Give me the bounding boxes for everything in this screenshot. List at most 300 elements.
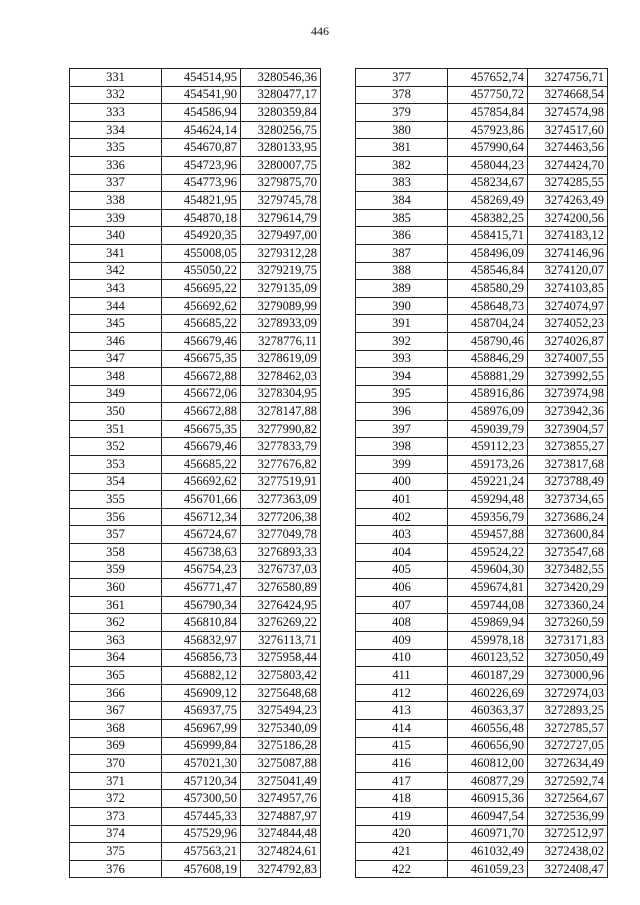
x-coordinate-cell: 455008,05 xyxy=(162,244,241,262)
x-coordinate-cell: 456672,88 xyxy=(162,368,241,386)
table-row xyxy=(70,104,321,122)
y-coordinate-cell: 3273420,29 xyxy=(528,579,608,597)
point-number-cell: 374 xyxy=(70,825,162,843)
point-number-cell: 418 xyxy=(356,790,448,808)
y-coordinate-cell: 3280133,95 xyxy=(241,139,321,157)
x-coordinate-cell: 458234,67 xyxy=(448,174,528,192)
point-number-cell: 387 xyxy=(356,244,448,262)
x-coordinate-cell: 458976,09 xyxy=(448,403,528,421)
y-coordinate-cell: 3273788,49 xyxy=(528,473,608,491)
table-row xyxy=(356,332,608,350)
y-coordinate-cell: 3278776,11 xyxy=(241,332,321,350)
x-coordinate-cell: 458044,23 xyxy=(448,156,528,174)
table-row xyxy=(356,790,608,808)
y-coordinate-cell: 3274074,97 xyxy=(528,297,608,315)
y-coordinate-cell: 3277833,79 xyxy=(241,438,321,456)
table-row xyxy=(356,684,608,702)
table-row xyxy=(70,139,321,157)
table-row xyxy=(356,755,608,773)
y-coordinate-cell: 3279219,75 xyxy=(241,262,321,280)
point-number-cell: 397 xyxy=(356,420,448,438)
y-coordinate-cell: 3273260,59 xyxy=(528,614,608,632)
y-coordinate-cell: 3274574,98 xyxy=(528,104,608,122)
table-row xyxy=(356,473,608,491)
table-row xyxy=(70,69,321,87)
point-number-cell: 371 xyxy=(70,772,162,790)
y-coordinate-cell: 3273974,98 xyxy=(528,385,608,403)
x-coordinate-cell: 457563,21 xyxy=(162,843,241,861)
point-number-cell: 334 xyxy=(70,121,162,139)
y-coordinate-cell: 3279875,70 xyxy=(241,174,321,192)
y-coordinate-cell: 3278304,95 xyxy=(241,385,321,403)
table-row xyxy=(70,121,321,139)
table-row xyxy=(70,174,321,192)
y-coordinate-cell: 3276737,03 xyxy=(241,561,321,579)
x-coordinate-cell: 458580,29 xyxy=(448,280,528,298)
point-number-cell: 386 xyxy=(356,227,448,245)
y-coordinate-cell: 3273171,83 xyxy=(528,632,608,650)
point-number-cell: 405 xyxy=(356,561,448,579)
y-coordinate-cell: 3280256,75 xyxy=(241,121,321,139)
table-row xyxy=(70,473,321,491)
table-row xyxy=(70,508,321,526)
table-row xyxy=(70,772,321,790)
y-coordinate-cell: 3279312,28 xyxy=(241,244,321,262)
y-coordinate-cell: 3274756,71 xyxy=(528,69,608,87)
point-number-cell: 378 xyxy=(356,86,448,104)
x-coordinate-cell: 459173,26 xyxy=(448,456,528,474)
x-coordinate-cell: 454624,14 xyxy=(162,121,241,139)
point-number-cell: 342 xyxy=(70,262,162,280)
table-row xyxy=(70,790,321,808)
x-coordinate-cell: 458382,25 xyxy=(448,209,528,227)
point-number-cell: 385 xyxy=(356,209,448,227)
point-number-cell: 332 xyxy=(70,86,162,104)
table-row xyxy=(356,491,608,509)
table-row xyxy=(356,104,608,122)
y-coordinate-cell: 3280546,36 xyxy=(241,69,321,87)
point-number-cell: 419 xyxy=(356,807,448,825)
y-coordinate-cell: 3274120,07 xyxy=(528,262,608,280)
point-number-cell: 372 xyxy=(70,790,162,808)
x-coordinate-cell: 457652,74 xyxy=(448,69,528,87)
table-row xyxy=(356,174,608,192)
point-number-cell: 343 xyxy=(70,280,162,298)
point-number-cell: 409 xyxy=(356,632,448,650)
table-row xyxy=(356,843,608,861)
table-row xyxy=(70,192,321,210)
point-number-cell: 351 xyxy=(70,420,162,438)
x-coordinate-cell: 460226,69 xyxy=(448,684,528,702)
table-row xyxy=(70,420,321,438)
point-number-cell: 364 xyxy=(70,649,162,667)
x-coordinate-cell: 459221,24 xyxy=(448,473,528,491)
table-row xyxy=(70,350,321,368)
table-row xyxy=(356,632,608,650)
x-coordinate-cell: 456790,34 xyxy=(162,596,241,614)
y-coordinate-cell: 3272512,97 xyxy=(528,825,608,843)
table-row xyxy=(70,860,321,878)
point-number-cell: 361 xyxy=(70,596,162,614)
x-coordinate-cell: 456692,62 xyxy=(162,297,241,315)
x-coordinate-cell: 456754,23 xyxy=(162,561,241,579)
y-coordinate-cell: 3273600,84 xyxy=(528,526,608,544)
point-number-cell: 335 xyxy=(70,139,162,157)
y-coordinate-cell: 3275340,09 xyxy=(241,719,321,737)
table-row xyxy=(70,684,321,702)
x-coordinate-cell: 461059,23 xyxy=(448,860,528,878)
x-coordinate-cell: 456675,35 xyxy=(162,350,241,368)
table-row xyxy=(356,807,608,825)
x-coordinate-cell: 457021,30 xyxy=(162,755,241,773)
x-coordinate-cell: 460947,54 xyxy=(448,807,528,825)
x-coordinate-cell: 458790,46 xyxy=(448,332,528,350)
table-row xyxy=(70,825,321,843)
x-coordinate-cell: 460915,36 xyxy=(448,790,528,808)
table-row xyxy=(356,156,608,174)
point-number-cell: 344 xyxy=(70,297,162,315)
table-row xyxy=(70,755,321,773)
point-number-cell: 407 xyxy=(356,596,448,614)
point-number-cell: 398 xyxy=(356,438,448,456)
x-coordinate-cell: 456856,73 xyxy=(162,649,241,667)
point-number-cell: 413 xyxy=(356,702,448,720)
x-coordinate-cell: 454670,87 xyxy=(162,139,241,157)
table-row xyxy=(70,579,321,597)
table-row xyxy=(356,456,608,474)
point-number-cell: 403 xyxy=(356,526,448,544)
table-row xyxy=(70,491,321,509)
x-coordinate-cell: 458846,29 xyxy=(448,350,528,368)
point-number-cell: 406 xyxy=(356,579,448,597)
x-coordinate-cell: 456685,22 xyxy=(162,315,241,333)
x-coordinate-cell: 458269,49 xyxy=(448,192,528,210)
x-coordinate-cell: 459039,79 xyxy=(448,420,528,438)
table-row xyxy=(356,262,608,280)
x-coordinate-cell: 456679,46 xyxy=(162,332,241,350)
y-coordinate-cell: 3277049,78 xyxy=(241,526,321,544)
table-row xyxy=(70,807,321,825)
x-coordinate-cell: 460123,52 xyxy=(448,649,528,667)
y-coordinate-cell: 3278462,03 xyxy=(241,368,321,386)
page-number: 446 xyxy=(311,24,329,38)
y-coordinate-cell: 3274263,49 xyxy=(528,192,608,210)
x-coordinate-cell: 458704,24 xyxy=(448,315,528,333)
point-number-cell: 415 xyxy=(356,737,448,755)
y-coordinate-cell: 3273855,27 xyxy=(528,438,608,456)
y-coordinate-cell: 3274200,56 xyxy=(528,209,608,227)
point-number-cell: 399 xyxy=(356,456,448,474)
table-row xyxy=(356,315,608,333)
x-coordinate-cell: 456738,63 xyxy=(162,544,241,562)
table-row xyxy=(356,737,608,755)
x-coordinate-cell: 454723,96 xyxy=(162,156,241,174)
table-row xyxy=(70,544,321,562)
x-coordinate-cell: 460812,00 xyxy=(448,755,528,773)
y-coordinate-cell: 3275803,42 xyxy=(241,667,321,685)
table-row xyxy=(70,209,321,227)
table-row xyxy=(356,139,608,157)
point-number-cell: 389 xyxy=(356,280,448,298)
x-coordinate-cell: 459112,23 xyxy=(448,438,528,456)
point-number-cell: 400 xyxy=(356,473,448,491)
y-coordinate-cell: 3273482,55 xyxy=(528,561,608,579)
table-row xyxy=(356,526,608,544)
coordinates-table-left-body xyxy=(70,69,321,878)
y-coordinate-cell: 3272536,99 xyxy=(528,807,608,825)
x-coordinate-cell: 458415,71 xyxy=(448,227,528,245)
table-row xyxy=(356,438,608,456)
table-row xyxy=(70,403,321,421)
point-number-cell: 383 xyxy=(356,174,448,192)
table-row xyxy=(70,385,321,403)
table-row xyxy=(356,860,608,878)
x-coordinate-cell: 457445,33 xyxy=(162,807,241,825)
coordinates-table-right xyxy=(355,68,608,878)
y-coordinate-cell: 3273734,65 xyxy=(528,491,608,509)
table-row xyxy=(356,86,608,104)
point-number-cell: 363 xyxy=(70,632,162,650)
y-coordinate-cell: 3275087,88 xyxy=(241,755,321,773)
table-row xyxy=(356,772,608,790)
point-number-cell: 414 xyxy=(356,719,448,737)
point-number-cell: 410 xyxy=(356,649,448,667)
point-number-cell: 404 xyxy=(356,544,448,562)
table-row xyxy=(356,403,608,421)
x-coordinate-cell: 458881,29 xyxy=(448,368,528,386)
table-row xyxy=(356,350,608,368)
x-coordinate-cell: 460971,70 xyxy=(448,825,528,843)
point-number-cell: 356 xyxy=(70,508,162,526)
x-coordinate-cell: 454870,18 xyxy=(162,209,241,227)
x-coordinate-cell: 456882,12 xyxy=(162,667,241,685)
table-row xyxy=(70,332,321,350)
point-number-cell: 333 xyxy=(70,104,162,122)
point-number-cell: 376 xyxy=(70,860,162,878)
y-coordinate-cell: 3274957,76 xyxy=(241,790,321,808)
y-coordinate-cell: 3274285,55 xyxy=(528,174,608,192)
y-coordinate-cell: 3273942,36 xyxy=(528,403,608,421)
y-coordinate-cell: 3272408,47 xyxy=(528,860,608,878)
y-coordinate-cell: 3276424,95 xyxy=(241,596,321,614)
x-coordinate-cell: 456937,75 xyxy=(162,702,241,720)
y-coordinate-cell: 3278147,88 xyxy=(241,403,321,421)
y-coordinate-cell: 3279614,79 xyxy=(241,209,321,227)
table-row xyxy=(356,596,608,614)
table-row xyxy=(356,227,608,245)
y-coordinate-cell: 3274668,54 xyxy=(528,86,608,104)
point-number-cell: 396 xyxy=(356,403,448,421)
y-coordinate-cell: 3272592,74 xyxy=(528,772,608,790)
point-number-cell: 339 xyxy=(70,209,162,227)
point-number-cell: 366 xyxy=(70,684,162,702)
point-number-cell: 352 xyxy=(70,438,162,456)
table-row xyxy=(356,544,608,562)
y-coordinate-cell: 3274844,48 xyxy=(241,825,321,843)
table-row xyxy=(356,192,608,210)
point-number-cell: 421 xyxy=(356,843,448,861)
y-coordinate-cell: 3276580,89 xyxy=(241,579,321,597)
y-coordinate-cell: 3279497,00 xyxy=(241,227,321,245)
table-row xyxy=(356,579,608,597)
point-number-cell: 402 xyxy=(356,508,448,526)
y-coordinate-cell: 3273992,55 xyxy=(528,368,608,386)
point-number-cell: 412 xyxy=(356,684,448,702)
point-number-cell: 368 xyxy=(70,719,162,737)
y-coordinate-cell: 3279089,99 xyxy=(241,297,321,315)
x-coordinate-cell: 457300,50 xyxy=(162,790,241,808)
y-coordinate-cell: 3274463,56 xyxy=(528,139,608,157)
point-number-cell: 345 xyxy=(70,315,162,333)
point-number-cell: 394 xyxy=(356,368,448,386)
y-coordinate-cell: 3272785,57 xyxy=(528,719,608,737)
point-number-cell: 349 xyxy=(70,385,162,403)
x-coordinate-cell: 456672,06 xyxy=(162,385,241,403)
x-coordinate-cell: 456675,35 xyxy=(162,420,241,438)
point-number-cell: 401 xyxy=(356,491,448,509)
table-row xyxy=(70,438,321,456)
y-coordinate-cell: 3275186,28 xyxy=(241,737,321,755)
y-coordinate-cell: 3274792,83 xyxy=(241,860,321,878)
y-coordinate-cell: 3274052,23 xyxy=(528,315,608,333)
point-number-cell: 390 xyxy=(356,297,448,315)
x-coordinate-cell: 457608,19 xyxy=(162,860,241,878)
y-coordinate-cell: 3274424,70 xyxy=(528,156,608,174)
x-coordinate-cell: 459294,48 xyxy=(448,491,528,509)
y-coordinate-cell: 3275648,68 xyxy=(241,684,321,702)
y-coordinate-cell: 3280477,17 xyxy=(241,86,321,104)
y-coordinate-cell: 3274887,97 xyxy=(241,807,321,825)
table-row xyxy=(356,121,608,139)
x-coordinate-cell: 460363,37 xyxy=(448,702,528,720)
table-row xyxy=(356,508,608,526)
point-number-cell: 354 xyxy=(70,473,162,491)
y-coordinate-cell: 3274026,87 xyxy=(528,332,608,350)
point-number-cell: 380 xyxy=(356,121,448,139)
point-number-cell: 337 xyxy=(70,174,162,192)
x-coordinate-cell: 456695,22 xyxy=(162,280,241,298)
x-coordinate-cell: 456967,99 xyxy=(162,719,241,737)
point-number-cell: 411 xyxy=(356,667,448,685)
x-coordinate-cell: 456692,62 xyxy=(162,473,241,491)
x-coordinate-cell: 454821,95 xyxy=(162,192,241,210)
y-coordinate-cell: 3276113,71 xyxy=(241,632,321,650)
y-coordinate-cell: 3280007,75 xyxy=(241,156,321,174)
y-coordinate-cell: 3274824,61 xyxy=(241,843,321,861)
table-row xyxy=(70,280,321,298)
point-number-cell: 382 xyxy=(356,156,448,174)
table-row xyxy=(356,825,608,843)
point-number-cell: 422 xyxy=(356,860,448,878)
x-coordinate-cell: 459978,18 xyxy=(448,632,528,650)
table-row xyxy=(70,315,321,333)
point-number-cell: 367 xyxy=(70,702,162,720)
x-coordinate-cell: 459524,22 xyxy=(448,544,528,562)
table-row xyxy=(70,719,321,737)
y-coordinate-cell: 3273904,57 xyxy=(528,420,608,438)
point-number-cell: 338 xyxy=(70,192,162,210)
table-row xyxy=(70,632,321,650)
table-row xyxy=(356,719,608,737)
y-coordinate-cell: 3274007,55 xyxy=(528,350,608,368)
point-number-cell: 357 xyxy=(70,526,162,544)
point-number-cell: 355 xyxy=(70,491,162,509)
y-coordinate-cell: 3275494,23 xyxy=(241,702,321,720)
point-number-cell: 362 xyxy=(70,614,162,632)
point-number-cell: 393 xyxy=(356,350,448,368)
x-coordinate-cell: 456679,46 xyxy=(162,438,241,456)
table-row xyxy=(356,385,608,403)
y-coordinate-cell: 3274183,12 xyxy=(528,227,608,245)
y-coordinate-cell: 3277206,38 xyxy=(241,508,321,526)
table-row xyxy=(356,561,608,579)
table-row xyxy=(70,456,321,474)
point-number-cell: 417 xyxy=(356,772,448,790)
point-number-cell: 370 xyxy=(70,755,162,773)
x-coordinate-cell: 457923,86 xyxy=(448,121,528,139)
x-coordinate-cell: 460556,48 xyxy=(448,719,528,737)
x-coordinate-cell: 456712,34 xyxy=(162,508,241,526)
table-row xyxy=(70,156,321,174)
x-coordinate-cell: 456909,12 xyxy=(162,684,241,702)
table-row xyxy=(356,209,608,227)
y-coordinate-cell: 3272564,67 xyxy=(528,790,608,808)
table-row xyxy=(356,667,608,685)
x-coordinate-cell: 459457,88 xyxy=(448,526,528,544)
table-row xyxy=(70,368,321,386)
x-coordinate-cell: 460187,29 xyxy=(448,667,528,685)
y-coordinate-cell: 3277990,82 xyxy=(241,420,321,438)
x-coordinate-cell: 454773,96 xyxy=(162,174,241,192)
point-number-cell: 379 xyxy=(356,104,448,122)
x-coordinate-cell: 457990,64 xyxy=(448,139,528,157)
coordinates-table-left xyxy=(69,68,321,878)
point-number-cell: 392 xyxy=(356,332,448,350)
x-coordinate-cell: 456701,66 xyxy=(162,491,241,509)
point-number-cell: 375 xyxy=(70,843,162,861)
table-row xyxy=(356,244,608,262)
y-coordinate-cell: 3277519,91 xyxy=(241,473,321,491)
x-coordinate-cell: 456724,67 xyxy=(162,526,241,544)
point-number-cell: 416 xyxy=(356,755,448,773)
point-number-cell: 377 xyxy=(356,69,448,87)
table-row xyxy=(70,561,321,579)
table-row xyxy=(70,86,321,104)
point-number-cell: 348 xyxy=(70,368,162,386)
point-number-cell: 331 xyxy=(70,69,162,87)
y-coordinate-cell: 3280359,84 xyxy=(241,104,321,122)
point-number-cell: 373 xyxy=(70,807,162,825)
y-coordinate-cell: 3279135,09 xyxy=(241,280,321,298)
y-coordinate-cell: 3273547,68 xyxy=(528,544,608,562)
point-number-cell: 340 xyxy=(70,227,162,245)
x-coordinate-cell: 460877,29 xyxy=(448,772,528,790)
y-coordinate-cell: 3272893,25 xyxy=(528,702,608,720)
y-coordinate-cell: 3276269,22 xyxy=(241,614,321,632)
y-coordinate-cell: 3273050,49 xyxy=(528,649,608,667)
table-row xyxy=(70,702,321,720)
y-coordinate-cell: 3278619,09 xyxy=(241,350,321,368)
y-coordinate-cell: 3274146,96 xyxy=(528,244,608,262)
table-row xyxy=(70,649,321,667)
y-coordinate-cell: 3274517,60 xyxy=(528,121,608,139)
x-coordinate-cell: 457120,34 xyxy=(162,772,241,790)
x-coordinate-cell: 459744,08 xyxy=(448,596,528,614)
x-coordinate-cell: 458546,84 xyxy=(448,262,528,280)
table-row xyxy=(70,614,321,632)
x-coordinate-cell: 457750,72 xyxy=(448,86,528,104)
point-number-cell: 381 xyxy=(356,139,448,157)
